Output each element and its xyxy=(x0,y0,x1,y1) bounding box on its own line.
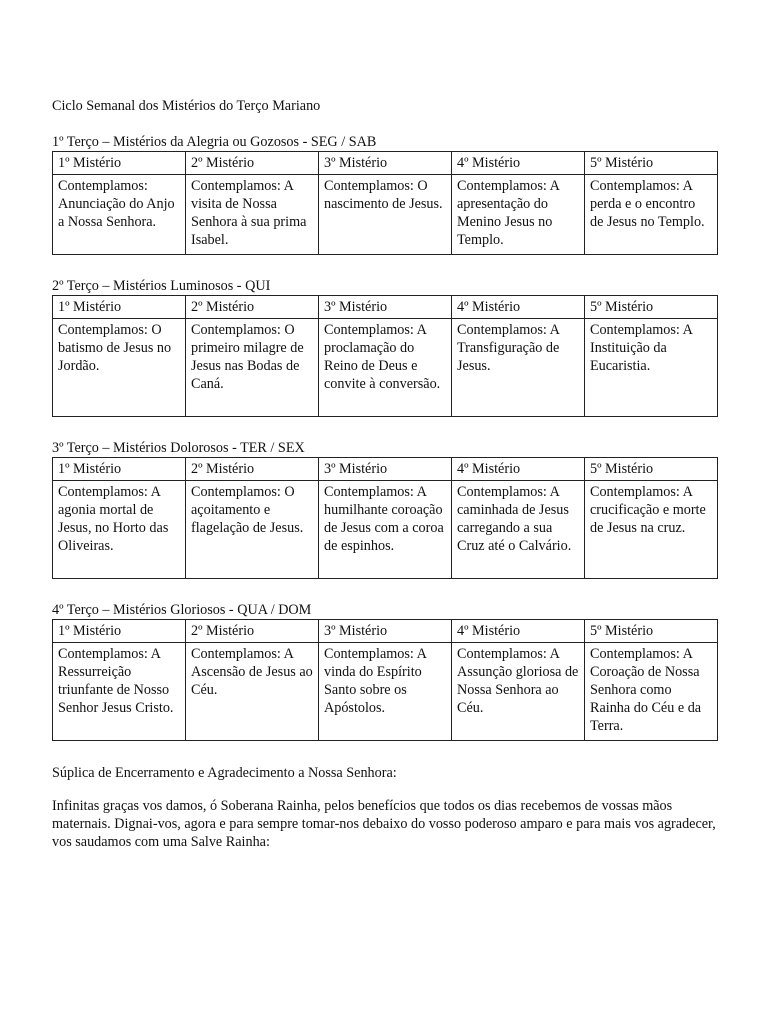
header-cell: 2º Mistério xyxy=(186,296,319,319)
header-cell: 5º Mistério xyxy=(585,458,718,481)
header-cell: 1º Mistério xyxy=(53,296,186,319)
table-header-row xyxy=(53,458,718,481)
table-row xyxy=(53,481,718,579)
section-heading-3: 3º Terço – Mistérios Dolorosos - TER / SEX xyxy=(52,440,305,456)
mystery-cell: Contemplamos: O açoitamento e flagelação de Jesus. xyxy=(186,481,319,579)
header-cell: 1º Mistério xyxy=(53,458,186,481)
mystery-cell: Contemplamos: A apresentação do Menino Jesus no Templo. xyxy=(452,175,585,255)
mysteries-table-2 xyxy=(52,295,718,417)
table-header-row xyxy=(53,620,718,643)
table-row xyxy=(53,319,718,417)
mystery-cell: Contemplamos: A proclamação do Reino de Deus e convite à conversão. xyxy=(319,319,452,417)
table-header-row xyxy=(53,296,718,319)
table-row xyxy=(53,175,718,255)
mystery-cell: Contemplamos: A Transfiguração de Jesus. xyxy=(452,319,585,417)
mystery-cell: Contemplamos: A caminhada de Jesus carregando a sua Cruz até o Calvário. xyxy=(452,481,585,579)
header-cell: 4º Mistério xyxy=(452,458,585,481)
header-cell: 3º Mistério xyxy=(319,296,452,319)
header-cell: 2º Mistério xyxy=(186,152,319,175)
mystery-cell: Contemplamos: A agonia mortal de Jesus, no Horto das Oliveiras. xyxy=(53,481,186,579)
mystery-cell: Contemplamos: A Assunção gloriosa de Nossa Senhora ao Céu. xyxy=(452,643,585,741)
mystery-cell: Contemplamos: O batismo de Jesus no Jordão. xyxy=(53,319,186,417)
mysteries-table-4 xyxy=(52,619,718,741)
header-cell: 5º Mistério xyxy=(585,620,718,643)
mystery-cell: Contemplamos: A Coroação de Nossa Senhora como Rainha do Céu e da Terra. xyxy=(585,643,718,741)
mystery-cell: Contemplamos: A Ascensão de Jesus ao Céu. xyxy=(186,643,319,741)
header-cell: 2º Mistério xyxy=(186,620,319,643)
table-row xyxy=(53,643,718,741)
mystery-cell: Contemplamos: A visita de Nossa Senhora à sua prima Isabel. xyxy=(186,175,319,255)
mystery-cell: Contemplamos: O primeiro milagre de Jesus nas Bodas de Caná. xyxy=(186,319,319,417)
mystery-cell: Contemplamos: A Instituição da Eucaristia. xyxy=(585,319,718,417)
mysteries-table-1 xyxy=(52,151,718,255)
mystery-cell: Contemplamos: A perda e o encontro de Jesus no Templo. xyxy=(585,175,718,255)
header-cell: 5º Mistério xyxy=(585,296,718,319)
header-cell: 4º Mistério xyxy=(452,296,585,319)
header-cell: 2º Mistério xyxy=(186,458,319,481)
mystery-cell: Contemplamos: A vinda do Espírito Santo sobre os Apóstolos. xyxy=(319,643,452,741)
header-cell: 3º Mistério xyxy=(319,458,452,481)
mystery-cell: Contemplamos: A humilhante coroação de Jesus com a coroa de espinhos. xyxy=(319,481,452,579)
mysteries-table-3 xyxy=(52,457,718,579)
mystery-cell: Contemplamos: A Ressurreição triunfante de Nosso Senhor Jesus Cristo. xyxy=(53,643,186,741)
section-heading-4: 4º Terço – Mistérios Gloriosos - QUA / DOM xyxy=(52,602,312,618)
mystery-cell: Contemplamos: O nascimento de Jesus. xyxy=(319,175,452,255)
header-cell: 3º Mistério xyxy=(319,620,452,643)
table-header-row xyxy=(53,152,718,175)
header-cell: 5º Mistério xyxy=(585,152,718,175)
mystery-cell: Contemplamos: A crucificação e morte de Jesus na cruz. xyxy=(585,481,718,579)
header-cell: 1º Mistério xyxy=(53,152,186,175)
closing-prayer-text: Infinitas graças vos damos, ó Soberana Rainha, pelos benefícios que todos os dias recebemos de vossas mãos maternais. Dignai-vos, agora e para sempre tomar-nos debaixo do vosso poderoso amparo e para mais vos agradecer, vos saudamos com uma Salve Rainha: xyxy=(52,798,716,850)
section-heading-2: 2º Terço – Mistérios Luminosos - QUI xyxy=(52,278,271,294)
closing-prayer-title: Súplica de Encerramento e Agradecimento a Nossa Senhora: xyxy=(52,765,397,781)
header-cell: 4º Mistério xyxy=(452,620,585,643)
mystery-cell: Contemplamos: Anunciação do Anjo a Nossa Senhora. xyxy=(53,175,186,255)
header-cell: 1º Mistério xyxy=(53,620,186,643)
header-cell: 3º Mistério xyxy=(319,152,452,175)
header-cell: 4º Mistério xyxy=(452,152,585,175)
document-title: Ciclo Semanal dos Mistérios do Terço Mariano xyxy=(52,98,321,114)
section-heading-1: 1º Terço – Mistérios da Alegria ou Gozosos - SEG / SAB xyxy=(52,134,377,150)
